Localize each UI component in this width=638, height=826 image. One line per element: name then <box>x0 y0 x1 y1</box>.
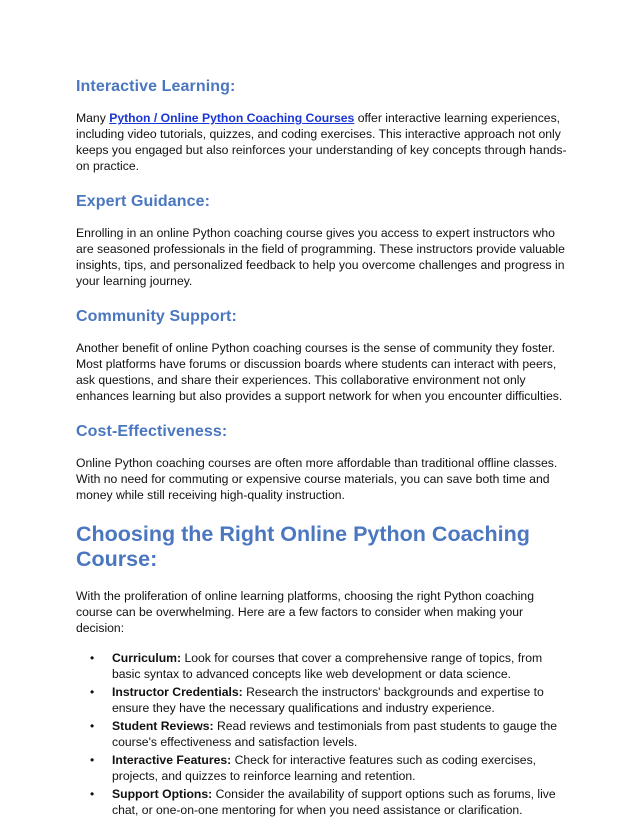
list-item-label: Student Reviews: <box>112 719 214 733</box>
list-item-text: Research the instructors' backgrounds and expertise to ensure they have the necessary qualifications and industry experience. <box>112 685 544 715</box>
paragraph-community-support: Another benefit of online Python coaching courses is the sense of community they foster. Most platforms have forums or discussion boards where students can interact with peers, ask questions, and share their experiences. This collaborative environment not only enhances learning but also provides a support network for when you encounter difficulties. <box>76 341 563 403</box>
list-item <box>90 753 572 784</box>
list-item-text: Check for interactive features such as coding exercises, projects, and quizzes to reinforce learning and retention. <box>112 753 537 783</box>
heading-choosing-course: Choosing the Right Online Python Coaching Course: <box>76 522 530 571</box>
paragraph-choosing-intro: With the proliferation of online learning platforms, choosing the right Python coaching course can be overwhelming. Here are a few factors to consider when making your decision: <box>76 589 534 635</box>
section-expert-guidance <box>76 193 572 289</box>
section-community-support <box>76 308 572 404</box>
paragraph-expert-guidance: Enrolling in an online Python coaching course gives you access to expert instructors who are seasoned professionals in the field of programming. These instructors provide valuable insights, tips, and personalized feedback to help you overcome challenges and progress in your learning journey. <box>76 226 565 288</box>
paragraph-cost-effectiveness: Online Python coaching courses are often more affordable than traditional offline classes. With no need for commuting or expensive course materials, you can save both time and money while still receiving high-quality instruction. <box>76 456 558 502</box>
heading-interactive-learning: Interactive Learning: <box>76 78 236 95</box>
list-item <box>90 719 572 750</box>
list-item <box>90 685 572 716</box>
python-courses-link[interactable]: Python / Online Python Coaching Courses <box>109 111 355 125</box>
list-item-text: Consider the availability of support options such as forums, live chat, or one-on-one mentoring for when you need assistance or clarification. <box>112 787 556 817</box>
bullet-icon: • <box>90 719 95 733</box>
list-item-label: Interactive Features: <box>112 753 232 767</box>
paragraph-rest-text: offer interactive learning experiences, including video tutorials, quizzes, and coding exercises. This interactive approach not only keeps you engaged but also reinforces your understanding of key concepts through hands-on practice. <box>76 111 567 173</box>
list-item <box>90 787 572 818</box>
section-choosing-course <box>76 522 572 818</box>
heading-community-support: Community Support: <box>76 308 237 325</box>
paragraph-interactive-learning <box>76 110 572 174</box>
bullet-icon: • <box>90 753 95 767</box>
bullet-icon: • <box>90 787 95 801</box>
list-item-text: Look for courses that cover a comprehensive range of topics, from basic syntax to advanced concepts like web development or data science. <box>112 651 543 681</box>
paragraph-lead-text: Many <box>76 111 110 125</box>
factors-list <box>76 651 572 818</box>
list-item-label: Instructor Credentials: <box>112 685 243 699</box>
list-item-label: Support Options: <box>112 787 213 801</box>
bullet-icon: • <box>90 651 95 665</box>
list-item <box>90 651 572 682</box>
list-item-text: Read reviews and testimonials from past students to gauge the course's effectiveness and satisfaction levels. <box>112 719 558 749</box>
section-cost-effectiveness <box>76 423 572 503</box>
bullet-icon: • <box>90 685 95 699</box>
list-item-label: Curriculum: <box>112 651 182 665</box>
heading-expert-guidance: Expert Guidance: <box>76 193 211 210</box>
heading-cost-effectiveness: Cost-Effectiveness: <box>76 423 228 440</box>
section-interactive-learning <box>76 78 572 174</box>
